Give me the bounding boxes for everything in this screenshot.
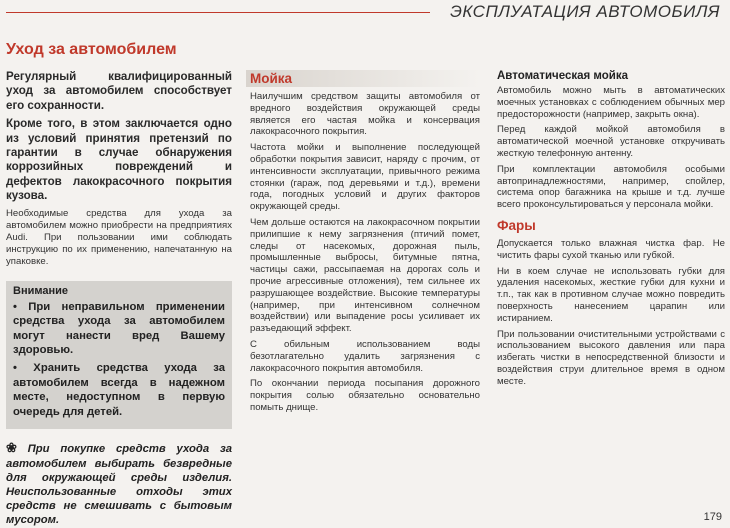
column-left xyxy=(6,70,232,528)
body-paragraph: Перед каждой мойкой автомобиля в автоматической моечной установке откручивать жесткую телефонную антенну. xyxy=(497,124,725,159)
body-paragraph: Наилучшим средством защиты автомобиля от вредного воздействия окружающей среды является его частая мойка и консервация лакокрасочного покрытия. xyxy=(250,91,480,138)
body-paragraph: При комплектации автомобиля особыми автопринадлежностями, например, спойлер, система опор багажника на крыше и т.д. лучше всего проконсультироваться у персонала мойки. xyxy=(497,163,725,211)
warning-title: Внимание xyxy=(13,284,68,297)
body-paragraph: Ни в коем случае не использовать губки для удаления насекомых, жесткие губки для кухни и т.п., так как в противном случае можно повредить поверхность нанесением царапин или истиранием. xyxy=(497,265,725,324)
warning-box xyxy=(6,281,232,430)
intro-paragraph: Регулярный квалифицированный уход за автомобилем способствует его сохранности. xyxy=(6,70,232,112)
flower-icon: ❀ xyxy=(6,440,25,456)
intro-paragraph: Кроме того, в этом заключается одно из условий принятия претензий по гарантии в случае обнаружения коррозийных повреждений и дефектов лакокрасочного покрытия кузова. xyxy=(6,117,232,203)
section-title-headlights: Фары xyxy=(497,217,536,233)
column-middle xyxy=(250,70,480,418)
intro-note: Необходимые средства для ухода за автомобилем можно приобрести на предприятиях Audi. При пользовании ими соблюдать инструкцию по их применению, напечатанную на упаковке. xyxy=(6,207,232,268)
page-number: 179 xyxy=(703,511,722,523)
body-paragraph: Частота мойки и выполнение последующей обработки покрытия зависит, наряду с прочим, от интенсивности эксплуатации, привычного режима стоянки (гараж, под деревьями и т.д.), времени года, погодных условий и других факторов окружающей среды. xyxy=(250,142,480,213)
body-paragraph: По окончании периода посыпания дорожного покрытия солью обязательно основательно помыть днище. xyxy=(250,378,480,413)
section-header-title: ЭКСПЛУАТАЦИЯ АВТОМОБИЛЯ xyxy=(450,2,720,21)
header-rule xyxy=(6,12,430,13)
page-title: Уход за автомобилем xyxy=(6,41,177,58)
eco-note xyxy=(6,441,232,527)
warning-item: • Хранить средства ухода за автомобилем всегда в надежном месте, недоступном в первую очередь для детей. xyxy=(13,362,225,418)
column-right xyxy=(497,70,725,392)
body-paragraph: С обильным использованием воды безотлагательно удалить загрязнения с лакокрасочного покрытия автомобиля. xyxy=(250,338,480,374)
eco-note-text: При покупке средств ухода за автомобилем выбирать безвредные для окружающей среды изделия. Неиспользованные отходы этих средств не смешивать с бытовым мусором. xyxy=(6,443,232,527)
warning-item: • При неправильном применении средства ухода за автомобилем могут нанести вред Вашему здоровью. xyxy=(13,300,225,357)
section-title-washing: Мойка xyxy=(246,70,480,87)
body-paragraph: Допускается только влажная чистка фар. Не чистить фары сухой тканью или губкой. xyxy=(497,237,725,261)
body-paragraph: Чем дольше остаются на лакокрасочном покрытии прилипшие к нему загрязнения (птичий помет, следы от насекомых, дорожная пыль, промышленные выбросы, битумные пятна, частицы сажи, рассыпаемая на дорогах соль и прочие агрессивные отложения), тем сильнее их разрушающее воздействие. Высокие температуры (например, при интенсивном солнечном воздействии) или выпадение росы усиливает их разъедающий эффект. xyxy=(250,216,480,335)
body-paragraph: Автомобиль можно мыть в автоматических моечных установках с соблюдением обычных мер предосторожности (например, закрыть окна). xyxy=(497,85,725,120)
section-title-automatic-wash: Автоматическая мойка xyxy=(497,70,629,82)
body-paragraph: При пользовании очистительными устройствами с использованием высокого давления или пара избегать чистки в непосредственной близости и воздействия струи длительное время в одном месте. xyxy=(497,328,725,387)
